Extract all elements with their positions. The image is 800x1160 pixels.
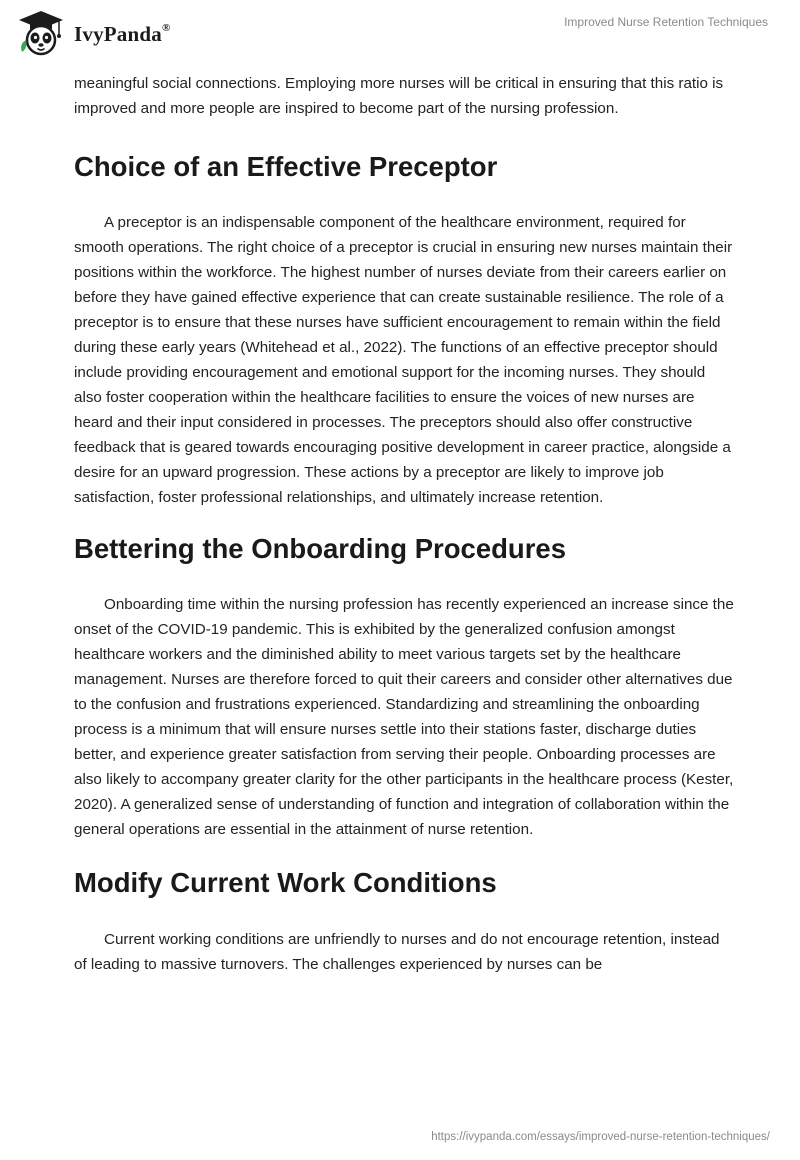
section-paragraph-onboarding: Onboarding time within the nursing profession has recently experienced an increase since the onset of the COVID-19 pandemic. This is exhibited by the generalized confusion amongst healthcare workers and the diminished ability to meet various targets set by the healthcare management. Nurses are therefore forced to quit their careers and consider other alternatives due to the confusion and frustrations experienced. Standardizing and streamlining the onboarding process is a minimum that will ensure nurses settle into their stations faster, discharge duties better, and experience greater satisfaction from serving their people. Onboarding processes are also likely to accompany greater clarity for the other participants in the healthcare process (Kester, 2020). A generalized sense of understanding of function and integration of collaboration within the general operations are essential in the attainment of nurse retention. [74,596,734,838]
document-title: Improved Nurse Retention Techniques [564,15,768,29]
intro-paragraph: meaningful social connections. Employing more nurses will be critical in ensuring that this ratio is improved and more people are inspired to become part of the nursing profession. [74,75,724,117]
source-url-link[interactable]: https://ivypanda.com/essays/improved-nurse-retention-techniques/ [431,1131,770,1143]
section-heading-work-conditions: Modify Current Work Conditions [74,867,497,898]
page-header [0,0,800,70]
section-heading-preceptor: Choice of an Effective Preceptor [74,151,498,182]
registered-mark: ® [161,21,171,34]
section-paragraph-preceptor: A preceptor is an indispensable component of the healthcare environment, required for smooth operations. The right choice of a preceptor is crucial in ensuring new nurses maintain their positions within the workforce. The highest number of nurses deviate from their careers earlier on before they have gained effective experience that can create sustainable resilience. The role of a preceptor is to ensure that these nurses have sufficient encouragement to remain within the field during these early years (Whitehead et al., 2022). The functions of an effective preceptor should include providing encouragement and emotional support for the incoming nurses. They should also foster cooperation within the healthcare facilities to ensure the voices of new nurses are heard and their input considered in processes. The preceptors should also offer constructive feedback that is geared towards encouraging positive development in career practice, alongside a desire for an upward progression. These actions by a preceptor are likely to improve job satisfaction, foster professional relationships, and ultimately increase retention. [74,214,733,506]
ivypanda-logo[interactable] [16,8,170,58]
brand-name: IvyPanda® [74,21,171,46]
section-paragraph-work-conditions: Current working conditions are unfriendly to nurses and do not encourage retention, instead of leading to massive turnovers. The challenges experienced by nurses can be [74,931,720,973]
article-body [74,71,734,977]
section-heading-onboarding: Bettering the Onboarding Procedures [74,533,567,564]
panda-graduate-icon [16,8,66,58]
